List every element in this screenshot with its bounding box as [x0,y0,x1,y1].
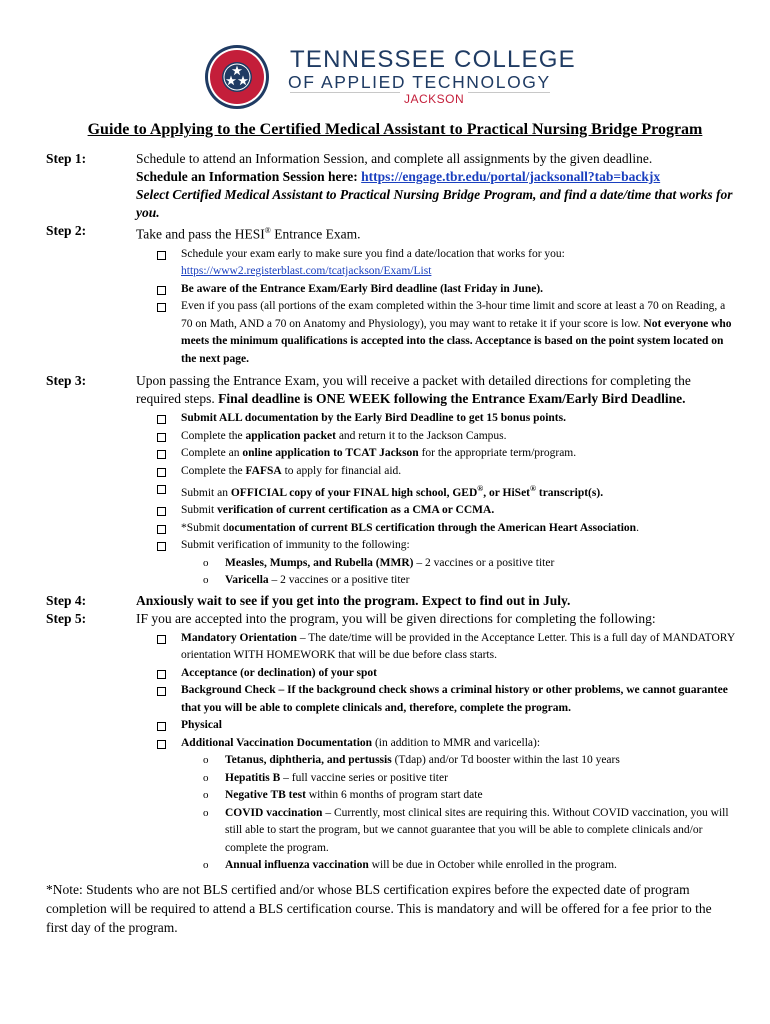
list-item-bold-text: Additional Vaccination Documentation [181,736,373,749]
checkbox-icon [157,635,166,644]
list-item-text-end: for the appropriate term/program. [418,447,577,459]
list-item-bold-text: FAFSA [245,464,282,477]
circle-bullet-icon: o [203,754,209,767]
list-item [181,298,736,368]
list-item [181,682,736,717]
sub-item-bold-text: Tetanus, diphtheria, and pertussis [225,754,392,767]
sub-item-bold-text: Annual influenza vaccination [225,859,369,872]
registered-mark: ® [530,484,536,493]
list-item [181,630,736,665]
sub-list-item [203,770,736,788]
sub-item-bold-text: Measles, Mumps, and Rubella (MMR) [225,556,414,569]
checkbox-icon [157,740,166,749]
list-item [181,246,736,281]
checkbox-icon [157,468,166,477]
list-item-text-end: to apply for financial aid. [281,464,402,477]
checkbox-icon [157,303,166,312]
registered-mark: ® [477,484,484,493]
step-3-intro-text: Upon passing the Entrance Exam, you will receive a packet with detailed directions for completing the required steps. [136,373,691,406]
checkbox-icon [157,670,166,679]
sub-item-text: (Tdap) and/or Td booster within the last 10 years [391,754,620,767]
step-4 [46,592,736,610]
checkbox-icon [157,251,166,260]
page-title: Guide to Applying to the Certified Medical Assistant to Practical Nursing Bridge Program [87,121,703,138]
step-1-link-line [136,168,736,186]
step-3-checklist [136,410,736,590]
list-item-bold-text: OFFICIAL copy of your FINAL high school, GED [230,486,478,499]
sub-item-text: will be due in October while enrolled in the program. [368,859,617,872]
list-item-text: Submit verification of immunity to the following: [181,539,410,552]
list-item [181,281,736,299]
list-item-text: *Submit d [181,521,229,534]
circle-bullet-icon: o [203,771,209,784]
circle-bullet-icon: o [203,806,209,819]
step-2-intro-text-end: Entrance Exam. [270,226,361,242]
list-item-text: Submit [181,504,218,517]
list-item-bold-text: Background Check – If the background check shows a criminal history or other problems, we cannot guarantee that you will be able to complete clinicals and, therefore, complete the program. [181,684,728,714]
registered-mark: ® [264,226,271,235]
list-item [181,463,736,481]
circle-bullet-icon: o [203,859,209,872]
checkbox-icon [157,525,166,534]
vaccination-sublist [181,752,736,875]
sub-list-item [203,805,736,858]
checkbox-icon [157,433,166,442]
exam-registration-link[interactable]: https://www2.registerblast.com/tcatjackson/Exam/List [181,265,432,277]
sub-item-text: within 6 months of program start date [305,789,483,802]
circle-bullet-icon: o [203,574,209,587]
list-item [181,665,736,683]
step-4-text: Anxiously wait to see if you get into the program. Expect to find out in July. [136,592,571,608]
step-label: Step 4: [46,592,87,608]
list-item-bold-text: verification of current certification as a CMA or CCMA. [217,504,495,517]
campus-name: JACKSON [400,92,468,106]
sub-list-item [203,572,736,590]
step-2-checklist [136,246,736,369]
step-label: Step 3: [46,373,87,388]
checkbox-icon [157,415,166,424]
sub-item-text: – full vaccine series or positive titer [280,771,448,784]
step-2-intro [136,222,736,244]
sub-item-bold-text: Hepatitis B [225,771,281,784]
step-3 [46,372,736,590]
sub-item-bold-text: COVID vaccination [225,806,323,819]
sub-item-bold-text: Varicella [225,574,269,587]
sub-list-item [203,857,736,875]
list-item [181,410,736,428]
circle-bullet-icon: o [203,556,209,569]
list-item-bold-text: Physical [181,719,222,732]
list-item-text: Even if you pass (all portions of the exam completed within the 3-hour time limit and score at least a 70 on Reading, a 70 on Math, AND a 70 on Anatomy and Physiology), you may want to retake it if your score is low. [181,300,726,330]
step-1-link-lead: Schedule an Information Session here: [136,169,362,184]
list-item-text: (in addition to MMR and varicella): [372,736,541,749]
list-item-bold-text: Mandatory Orientation [181,631,297,644]
info-session-link[interactable]: https://engage.tbr.edu/portal/jacksonall?tab=backjx [361,169,661,184]
step-3-intro [136,372,736,408]
list-item-text-end: and return it to the Jackson Campus. [335,429,507,442]
list-item-text: Schedule your exam early to make sure you find a date/location that works for you: [181,247,565,260]
step-2-intro-text: Take and pass the HESI [136,226,265,242]
step-5-intro: IF you are accepted into the program, you will be given directions for completing the following: [136,610,656,626]
step-label: Step 1: [46,151,87,166]
sub-list-item [203,555,736,573]
list-item-text: – The date/time will be provided in the Acceptance Letter. This is a full day of MANDATORY orientation WITH HOMEWORK that will be due before class starts. [181,631,735,662]
immunity-sublist [181,555,736,590]
list-item-text: Be aware of the Entrance Exam/Early Bird deadline (last Friday in June). [181,282,544,295]
list-item [181,445,736,463]
circle-bullet-icon: o [203,789,209,802]
list-item [181,520,736,538]
checkbox-icon [157,687,166,696]
list-item-text: Submit an [181,486,231,499]
step-5 [46,610,736,875]
step-label: Step 5: [46,610,87,626]
sub-list-item [203,787,736,805]
list-item-text-end: . [636,521,639,534]
sub-item-bold-text: Negative TB test [225,789,306,802]
list-item [181,428,736,446]
step-3-deadline: Final deadline is ONE WEEK following the Entrance Exam/Early Bird Deadline. [218,391,686,406]
list-item-text: Complete the [181,429,246,442]
step-1-instruction: Select Certified Medical Assistant to Practical Nursing Bridge Program, and find a date/time that works for you. [136,187,733,220]
list-item-bold-text: application packet [245,429,336,442]
bls-note: *Note: Students who are not BLS certified and/or whose BLS certification expires before the expected date of program completion will be required to attend a BLS certification course. This is mandatory and will be offered for a fee prior to the first day of the program. [46,882,712,935]
list-item-bold-text: ocumentation of current BLS certification through the American Heart Association [228,521,637,534]
college-header [204,44,576,110]
list-item-bold-text: , or HiSet [483,486,531,499]
list-item-text: Complete an [181,447,243,459]
list-item [181,502,736,520]
org-name-line1: TENNESSEE COLLEGE [290,46,576,73]
list-item-text: Submit ALL documentation by the Early Bird Deadline to get 15 bonus points. [181,412,566,424]
step-label: Step 2: [46,223,87,238]
list-item-bold-text: online application to TCAT Jackson [242,447,419,459]
list-item-bold-text: Acceptance (or declination) of your spot [181,666,378,679]
sub-item-text: – 2 vaccines or a positive titer [413,556,555,569]
step-1 [46,150,736,222]
list-item [181,537,736,590]
checkbox-icon [157,485,166,494]
checkbox-icon [157,722,166,731]
list-item [181,480,736,502]
sub-item-text: – Currently, most clinical sites are requiring this. Without COVID vaccination, you will still able to start the program, but we cannot guarantee that you will be able to complete clinicals and/or complete the program. [225,806,729,854]
step-2 [46,222,736,368]
list-item [181,735,736,875]
org-name-line2: OF APPLIED TECHNOLOGY [288,72,551,92]
sub-item-text: – 2 vaccines or a positive titer [268,574,410,587]
checkbox-icon [157,542,166,551]
checkbox-icon [157,450,166,459]
step-5-checklist [136,630,736,875]
list-item-text: Complete the [181,464,246,477]
step-1-text: Schedule to attend an Information Session, and complete all assignments by the given deadline. [136,151,653,166]
list-item-bold-text: transcript(s). [536,486,604,499]
list-item [181,717,736,735]
list-item-bold-text: Not everyone who meets the minimum qualifications is accepted into the class. Acceptance is based on the point system located on the next page. [181,317,732,365]
sub-list-item [203,752,736,770]
steps-list [46,150,736,875]
checkbox-icon [157,286,166,295]
checkbox-icon [157,507,166,516]
tennessee-tristar-seal-icon [204,44,270,110]
